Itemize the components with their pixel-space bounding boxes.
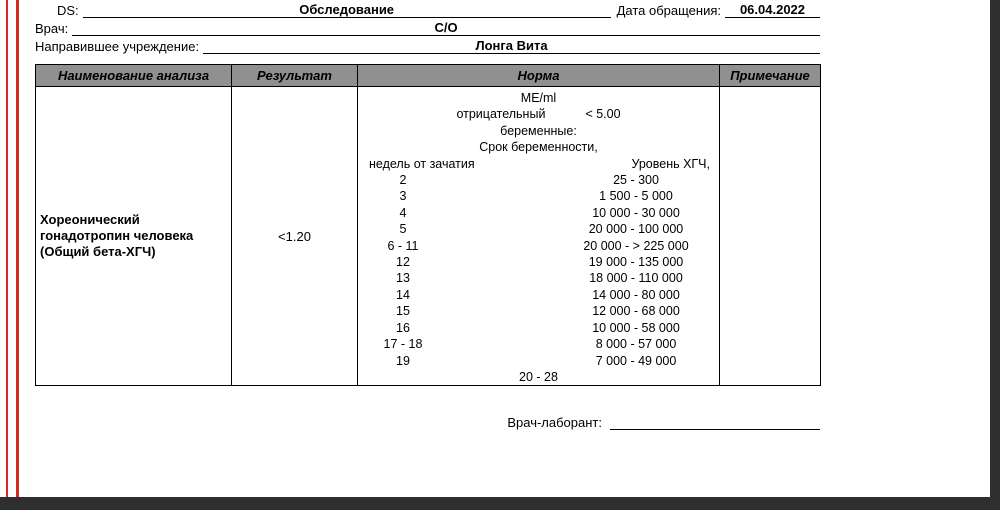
hcg-range-row [358,221,719,237]
weeks-value: 13 [396,271,410,286]
norm-columns-header [358,156,719,172]
institution-row [35,38,820,54]
header-cell-norm: Норма [358,65,720,87]
header-cell-result: Результат [232,65,358,87]
lab-doctor-row [35,414,820,430]
unit-label: ME/ml [520,91,557,105]
weeks-value: 6 - 11 [387,238,419,253]
hcg-range-value: 7 000 - 49 000 [595,353,677,368]
hcg-range-value: 8 000 - 57 000 [595,337,677,352]
analysis-name-line: гонадотропин человека [40,228,194,244]
red-margin-line-inner [16,0,19,497]
analysis-name-line: Хореонический [40,212,140,228]
date-field [725,2,820,18]
hcg-range-value: 18 000 - 110 000 [589,271,683,286]
hcg-range-value: 20 000 - > 225 000 [583,238,689,253]
date-value: 06.04.2022 [739,2,806,17]
weeks-header: недель от зачатия [369,156,475,171]
hcg-range-value: 1 500 - 5 000 [599,189,673,204]
negative-label: отрицательный [456,107,546,122]
institution-label: Направившее учреждение: [35,39,200,54]
hcg-range-value: 20 000 - 100 000 [588,222,684,237]
analysis-name-line: (Общий бета-ХГЧ) [40,244,156,260]
table-header-row [36,65,821,87]
analysis-name-cell [36,87,232,386]
header-cell-note: Примечание [720,65,821,87]
hcg-range-value: 10 000 - 58 000 [592,320,680,335]
signature-line [610,416,820,430]
weeks-value: 5 [399,222,407,237]
pregnant-label: беременные: [500,123,577,138]
hcg-range-row [358,238,719,254]
note-cell [720,87,821,386]
doctor-label: Врач: [35,21,69,36]
institution-value: Лонга Вита [475,38,548,53]
weeks-value: 16 [396,320,410,335]
negative-threshold: < 5.00 [585,107,621,122]
ds-label: DS: [57,3,79,18]
result-value: <1.20 [278,228,311,244]
norm-cell [358,87,720,386]
ds-row [35,2,820,18]
negative-row [358,106,719,122]
red-margin-line-outer [6,0,8,497]
doctor-row [35,20,820,36]
weeks-value: 4 [399,205,407,220]
weeks-value: 12 [396,255,410,270]
hcg-range-row [358,205,719,221]
weeks-value: 14 [396,287,410,302]
doctor-value: С/О [434,20,458,35]
weeks-value: 15 [396,304,410,319]
table-row [36,87,821,386]
hcg-range-row [358,353,719,369]
hcg-range-row [358,188,719,204]
ds-field [83,2,611,18]
hcg-range-row [358,270,719,286]
hcg-range-row [358,254,719,270]
weeks-footer: 20 - 28 [519,369,558,384]
hcg-range-value: 10 000 - 30 000 [592,205,680,220]
results-table [35,64,821,386]
hcg-range-value: 12 000 - 68 000 [592,304,680,319]
hcg-range-row [358,336,719,352]
hcg-range-row [358,287,719,303]
hcg-range-value: 19 000 - 135 000 [588,255,684,270]
result-cell [232,87,358,386]
header-cell-analysis: Наименование анализа [36,65,232,87]
date-label: Дата обращения: [616,3,721,18]
weeks-value: 17 - 18 [383,337,423,352]
hcg-range-row [358,172,719,188]
doctor-field [72,20,820,36]
weeks-value: 3 [399,189,407,204]
level-header: Уровень ХГЧ, [631,156,710,171]
lab-doctor-label: Врач-лаборант: [507,415,602,431]
institution-field [203,38,820,54]
ds-value: Обследование [299,2,395,17]
hcg-range-value: 25 - 300 [613,173,659,188]
hcg-range-value: 14 000 - 80 000 [592,287,680,302]
weeks-value: 19 [396,353,410,368]
term-label: Срок беременности, [479,140,598,155]
weeks-value: 2 [399,173,407,188]
document-content [35,2,820,430]
hcg-range-row [358,320,719,336]
hcg-range-row [358,303,719,319]
